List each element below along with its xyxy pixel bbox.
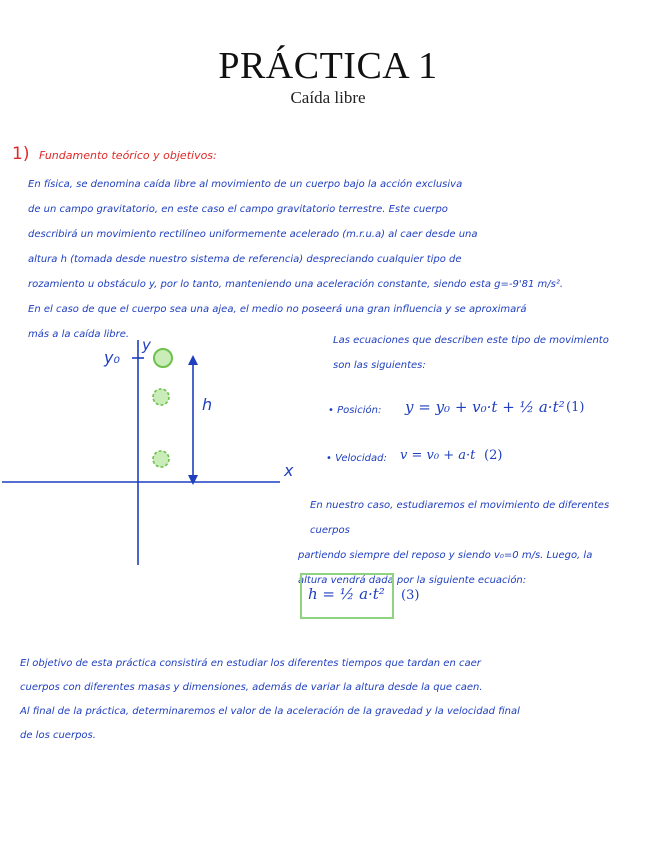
height-tag: (3) [401,588,420,603]
intro-line: altura h (tomada desde nuestro sistema de referencia) despreciando cualquier tipo de [28,254,462,265]
velocity-tag: (2) [484,448,503,463]
objective-line: cuerpos con diferentes masas y dimensiones, además de variar la altura desde la que caen. [20,682,483,693]
free-fall-diagram [0,335,300,575]
section-number: 1) [12,144,30,164]
objective-paragraph [20,652,640,748]
position-formula: y = y₀ + v₀·t + ½ a·t² [405,398,565,416]
position-tag: (1) [566,400,585,415]
height-arrow-head-top [188,355,198,365]
section-heading-text: Fundamento teórico y objetivos: [38,149,217,162]
page-subtitle: Caída libre [290,88,366,107]
equations-intro [333,328,643,378]
case-line: partiendo siempre del reposo y siendo v₀=0 m/s. Luego, la [298,550,593,561]
equations-intro-line: Las ecuaciones que describen este tipo de movimiento [333,335,609,346]
y-axis-label: y [142,336,151,354]
x-axis-label: x [284,461,294,480]
intro-paragraph [28,172,628,347]
height-label: h [202,395,213,414]
equation-position [328,398,381,423]
objective-line: El objetivo de esta práctica consistirá en estudiar los diferentes tiempos que tardan en caer [20,658,481,669]
intro-line: de un campo gravitatorio, en este caso el campo gravitatorio terrestre. Este cuerpo [28,204,448,215]
case-line: En nuestro caso, estudiaremos el movimiento de diferentes cuerpos [310,500,610,536]
section-heading [12,144,217,164]
page-title: PRÁCTICA 1 [218,45,438,87]
equation-label: Velocidad: [335,453,387,464]
objective-line: de los cuerpos. [20,730,96,741]
equation-velocity [326,446,387,471]
ball-initial [154,349,172,367]
ball-falling [153,451,169,467]
ball-falling [153,389,169,405]
height-arrow-head-bottom [188,475,198,485]
case-line: altura vendrá dada por la siguiente ecuación: [298,575,527,586]
intro-line: rozamiento u obstáculo y, por lo tanto, manteniendo una aceleración constante, siendo esta g=-9'81 m/s². [28,279,564,290]
equations-intro-line: son las siguientes: [333,360,426,371]
bullet-dot-icon: • [328,405,338,416]
equation-label: Posición: [337,405,382,416]
intro-line: describirá un movimiento rectilíneo uniformemente acelerado (m.r.u.a) al caer desde una [28,229,478,240]
objective-line: Al final de la práctica, determinaremos el valor de la aceleración de la gravedad y la velocidad final [20,706,520,717]
y0-label: y₀ [104,348,120,367]
intro-line: En física, se denomina caída libre al movimiento de un cuerpo bajo la acción exclusiva [28,179,463,190]
velocity-formula: v = v₀ + a·t [400,448,476,463]
bullet-dot-icon: • [326,453,336,464]
intro-line: más a la caída libre. [28,329,130,340]
height-formula: h = ½ a·t² [308,585,385,603]
intro-line: En el caso de que el cuerpo sea una ajea, el medio no poseerá una gran influencia y se aproximará [28,304,527,315]
